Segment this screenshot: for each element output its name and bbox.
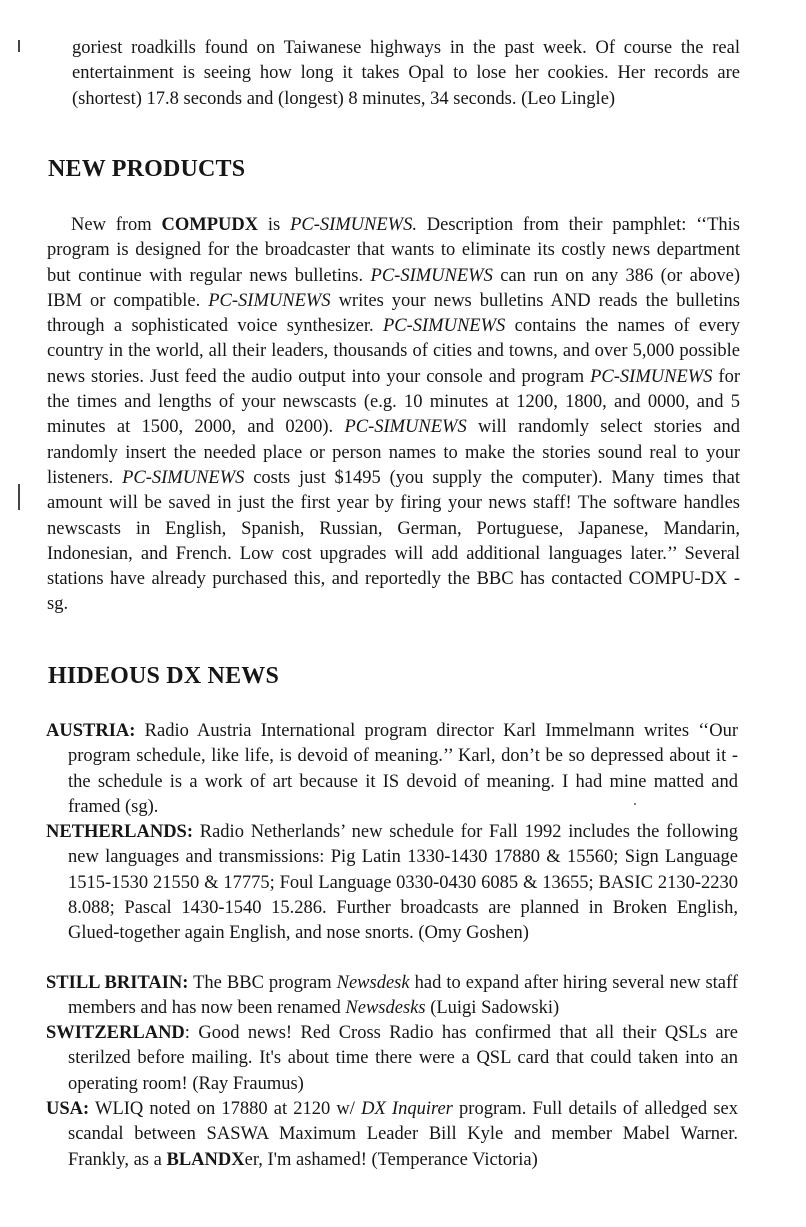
country-label: NETHERLANDS: xyxy=(46,822,193,842)
country-label: SWITZERLAND xyxy=(46,1023,185,1043)
text: costs just $1495 (you supply the computer). Many times that amount will be saved in just the first year by firing your news staff! The software handles newscasts in English, Spanish, Russian, German, Portuguese, Japanese, Mandarin, Indonesian, and French. Low cost upgrades will add additional languages later.’’ Several stations have already purchased this, and reportedly the BBC has contacted COMPU-DX - sg. xyxy=(47,467,740,615)
news-text: The BBC program xyxy=(188,973,337,993)
news-item-netherlands xyxy=(46,820,738,946)
emphasis: BLANDX xyxy=(166,1149,245,1170)
text: New from xyxy=(71,215,162,235)
product-name: PC-SIMUNEWS xyxy=(370,265,493,286)
news-item-switzerland xyxy=(46,1021,738,1097)
news-text: WLIQ noted on 17880 at 2120 w/ xyxy=(89,1099,362,1119)
country-label: AUSTRIA: xyxy=(46,721,136,741)
margin-mark xyxy=(18,40,20,52)
news-text: program. Full details of alledged sex scandal between SASWA Maximum Leader Bill Kyle and member Mabel Warner. Frankly, as a xyxy=(68,1099,738,1170)
text: writes your news bulletins AND reads the bulletins through a sophisticated voice synthesizer. xyxy=(47,290,740,337)
news-text: er, I'm ashamed! (Temperance Victoria) xyxy=(244,1149,538,1170)
product-name: PC-SIMUNEWS xyxy=(344,417,467,438)
product-name: PC-SIMUNEWS xyxy=(208,290,331,311)
program-name: Newsdesks xyxy=(345,998,426,1019)
news-text: (Luigi Sadowski) xyxy=(425,998,560,1019)
product-name: PC-SIMUNEWS xyxy=(382,316,506,337)
news-item-usa xyxy=(46,1097,738,1173)
margin-mark xyxy=(18,484,20,510)
program-name: Newsdesk xyxy=(336,973,410,993)
text: contains the names of every country in the world, all their leaders, thousands of cities and towns, and over 5,000 possible news stories. Just feed the audio output into your console and program xyxy=(47,316,740,387)
company-name: COMPUDX xyxy=(161,215,259,235)
news-item-still-britain xyxy=(46,971,738,1022)
text: Description from their pamphlet: ‘‘This program is designed for the broadcaster that wants to eliminate its costly news department but continue with regular news bulletins. xyxy=(47,215,740,286)
news-item-austria xyxy=(46,719,738,820)
product-name: PC-SIMUNEWS xyxy=(590,366,713,387)
text: for the times and lengths of your newscasts (e.g. 10 minutes at 1200, 1800, and 0000, and 5 minutes at 1500, 2000, and 0200). xyxy=(47,366,740,438)
country-label: USA: xyxy=(46,1099,90,1119)
program-name: DX Inquirer xyxy=(361,1099,453,1119)
section-heading-hideous-dx-news: HIDEOUS DX NEWS xyxy=(48,663,280,689)
text: will randomly select stories and randomly insert the needed place or person names to make the stories sound real to your listeners. xyxy=(47,417,740,488)
section-heading-new-products: NEW PRODUCTS xyxy=(48,156,246,182)
intro-paragraph: goriest roadkills found on Taiwanese highways in the past week. Of course the real entertainment is seeing how long it takes Opal to lose her cookies. Her records are (shortest) 17.8 seconds and (longest) 8 minutes, 34 seconds. (Leo Lingle) xyxy=(72,38,740,109)
product-name: PC-SIMUNEWS. xyxy=(290,215,417,235)
new-products-paragraph xyxy=(47,213,740,618)
country-label: STILL BRITAIN: xyxy=(46,973,189,993)
text: is xyxy=(258,215,291,235)
news-text: Radio Netherlands’ new schedule for Fall 1992 includes the following new languages and transmissions: Pig Latin 1330-1430 17880 & 15560; Sign Language 1515-1530 21550 & 17775; Foul Language 0330-0430 6085 & 13655; BASIC 2130-2230 8.088; Pascal 1430-1540 15.286. Further broadcasts are planned in Broken English, Glued-together again English, and nose snorts. (Omy Goshen) xyxy=(68,822,738,944)
news-text: : Good news! Red Cross Radio has confirmed that all their QSLs are sterilzed before mailing. It's about time there were a QSL card that could taken into an operating room! (Ray Fraumus) xyxy=(68,1023,738,1094)
news-text: had to expand after hiring several new staff members and has now been renamed xyxy=(68,973,739,1019)
product-name: PC-SIMUNEWS xyxy=(122,467,245,488)
news-text: Radio Austria International program director Karl Immelmann writes ‘‘Our program schedule, like life, is devoid of meaning.’’ Karl, don’t be so depressed about it - the schedule is a work of art because it IS devoid of meaning. I had mine matted and framed (sg). xyxy=(68,721,738,817)
text: can run on any 386 (or above) IBM or compatible. xyxy=(47,265,740,311)
